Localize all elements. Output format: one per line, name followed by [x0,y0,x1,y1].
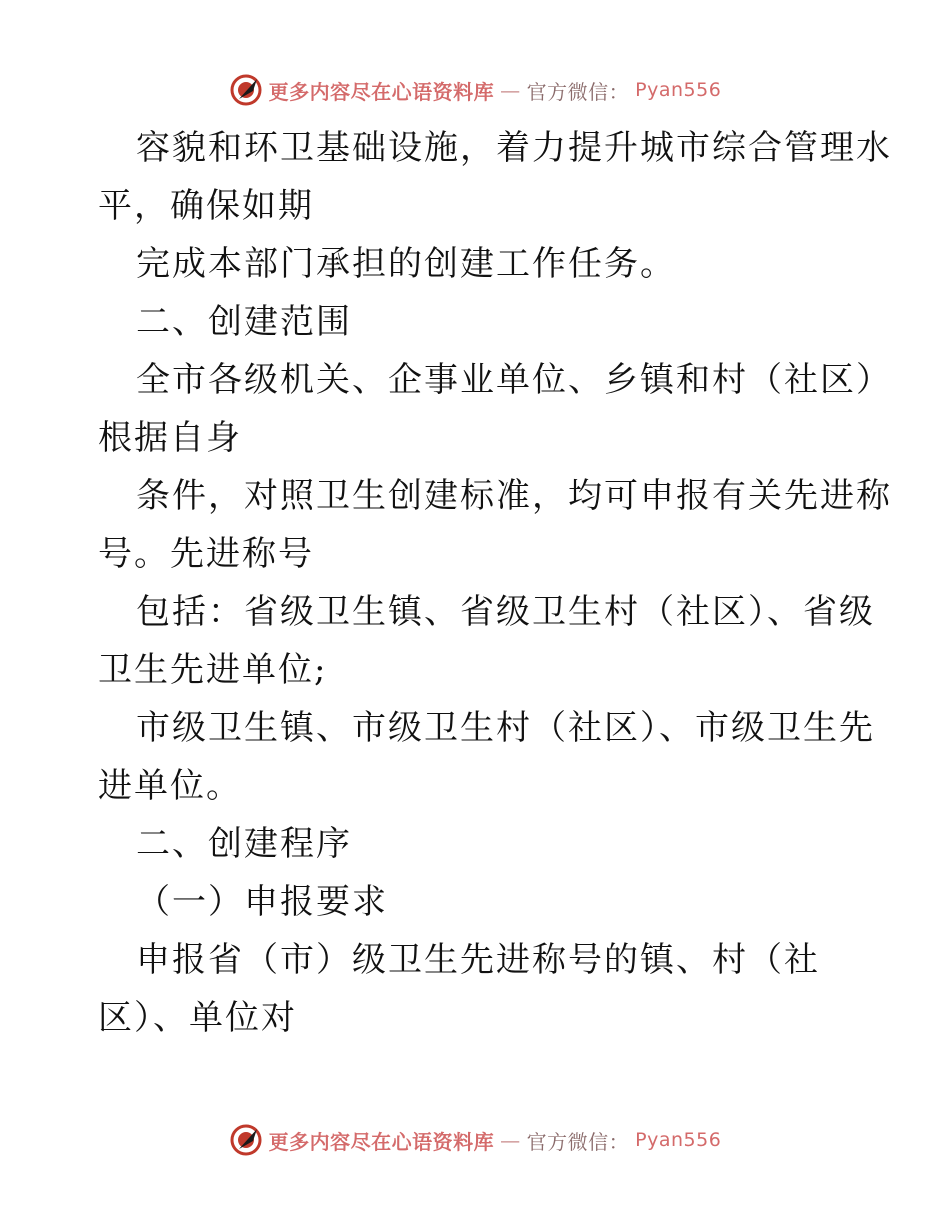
text-line: 容貌和环卫基础设施，着力提升城市综合管理水 [136,128,892,168]
watermark-dash: — [500,1128,521,1152]
document-body [98,119,892,1047]
section-heading: 二、创建范围 [136,302,352,342]
watermark-dash: — [500,78,521,102]
watermark-wechat-id: Pyan556 [635,79,722,101]
text-line: 进单位。 [98,766,242,806]
watermark-brand: 更多内容尽在心语资料库 [268,79,495,104]
section-heading: 二、创建程序 [136,824,352,864]
text-line: 平，确保如期 [98,186,314,226]
watermark-brand: 更多内容尽在心语资料库 [268,1129,495,1154]
quill-logo-icon [229,1123,263,1157]
text-line: 包括：省级卫生镇、省级卫生村（社区）、省级 [136,592,875,632]
text-line: 申报省（市）级卫生先进称号的镇、村（社 [136,940,820,980]
header-watermark [0,70,950,110]
text-line: 条件，对照卫生创建标准，均可申报有关先进称 [136,476,892,516]
text-line: 根据自身 [98,418,242,458]
text-line: 全市各级机关、企事业单位、乡镇和村（社区） [136,360,892,400]
watermark-official-label: 官方微信： [526,1129,630,1154]
footer-watermark [0,1120,950,1160]
text-line: 卫生先进单位; [98,650,328,690]
text-line: 号。先进称号 [98,534,314,574]
quill-logo-icon [229,73,263,107]
text-line: 市级卫生镇、市级卫生村（社区）、市级卫生先 [136,708,875,748]
subsection-heading: （一）申报要求 [136,882,388,922]
watermark-wechat-id: Pyan556 [635,1129,722,1151]
text-line: 区）、单位对 [98,998,297,1038]
text-line: 完成本部门承担的创建工作任务。 [136,244,676,284]
watermark-official-label: 官方微信： [526,79,630,104]
